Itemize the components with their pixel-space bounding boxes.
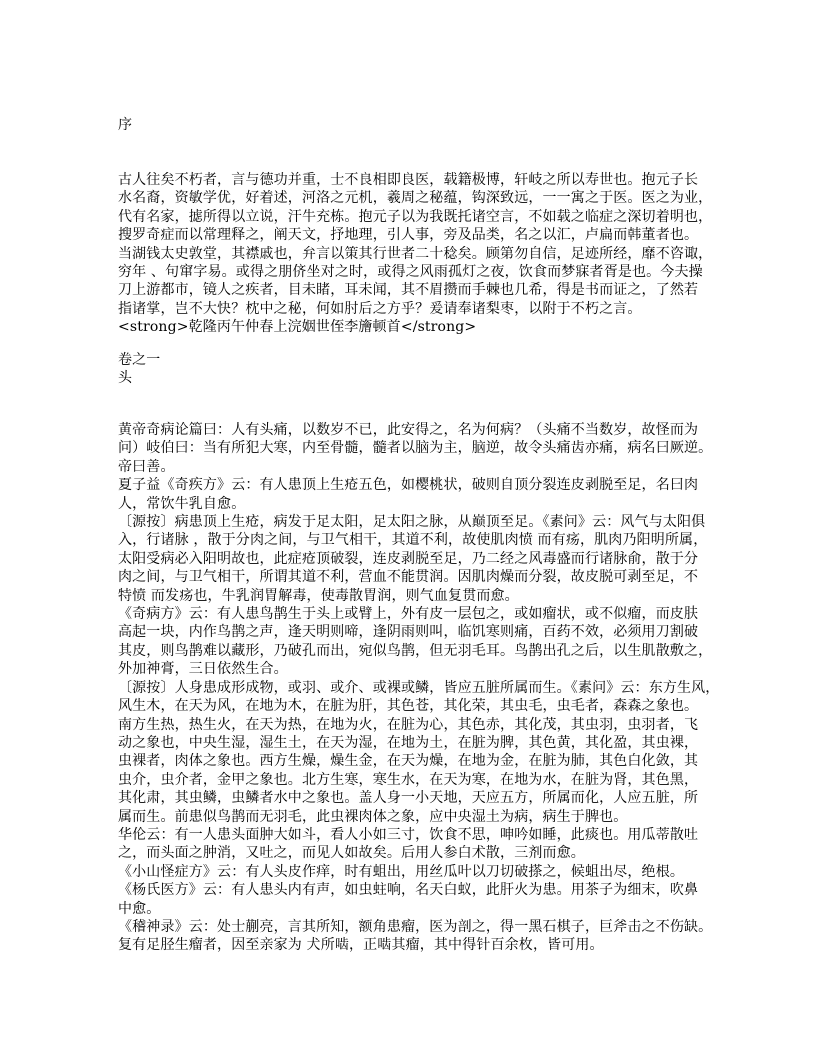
text-line: 穷年 、句窜字易。或得之朋侪坐对之时，或得之风雨孤灯之夜，饮食而梦寐者胥是也。今夫操 (118, 264, 703, 281)
text-line: 〔源按〕病患顶上生疮，病发于足太阳，足太阳之脉，从巅顶至足。《素问》云：风气与太阳俱 (118, 514, 706, 531)
text-line: 《杨氏医方》云：有人患头内有声，如虫蛀响，名天白蚁，此肝火为患。用茶子为细末，吹鼻 (118, 882, 699, 899)
text-line: 虫介，虫介者，金甲之象也。北方生寒，寒生水，在天为寒，在地为水，在脏为肾，其色黑， (118, 771, 699, 788)
text-line: 人，常饮牛乳自愈。 (118, 495, 246, 512)
text-line: 复有足胫生瘤者，因至亲家为 犬所啮，正啮其瘤，其中得针百余枚，皆可用。 (118, 937, 604, 954)
text-line: 〔源按〕人身患成形成物，或羽、或介、或裸或鳞，皆应五脏所属而生。《素问》云：东方生风， (118, 679, 720, 696)
text-line: 特愤 而发疡也，牛乳润胃解毒，使毒散胃润，则气血复贯而愈。 (118, 587, 519, 604)
text-line: 黄帝奇病论篇曰：人有头痛，以数岁不已，此安得之，名为何病？（头痛不当数岁，故怪而为 (118, 422, 699, 438)
text-line: 动之象也，中央生湿，湿生土，在天为湿，在地为土，在脏为脾，其色黄，其化盈，其虫裸， (118, 734, 699, 751)
body-text (118, 421, 719, 955)
text-line: 搜罗奇症而以常理释之，阐天文，抒地理，引人事，旁及品类，名之以汇，卢扁而韩董者也。 (118, 227, 699, 244)
text-line: 肉之间，与卫气相干，所谓其道不利，营血不能贯润。因肌肉燥而分裂，故皮脱可剥至足，不 (118, 569, 699, 586)
text-line: 入，行诸脉 ，散于分肉之间，与卫气相干，其道不利，故使肌肉愤 而有疡，肌肉乃阳明所属， (118, 532, 708, 549)
text-line: 刀上游都市，镜人之疾者，目未睹，耳未闻，其不眉攒而手棘也几希，得是书而证之，了然若 (118, 282, 699, 299)
preface-title: 序 (118, 117, 133, 133)
volume-heading (118, 351, 160, 388)
text-line: 《小山怪症方》云：有人头皮作痒，时有蛆出，用丝瓜叶以刀切破搽之，候蛆出尽，绝根。 (118, 863, 684, 880)
text-line: 华伦云：有一人患头面肿大如斗，看人小如三寸，饮食不思，呻吟如睡，此痰也。用瓜蒂散吐 (118, 826, 699, 843)
text-line: 《奇病方》云：有人患鸟鹊生于头上或臂上，外有皮一层包之，或如瘤状，或不似瘤，而皮肤 (118, 606, 699, 623)
text-line: 高起一块，内作鸟鹊之声，逢天明则啼，逢阴雨则叫，临饥寒则痛，百药不效，必须用刀割破 (118, 624, 699, 641)
text-line: 问）岐伯曰：当有所犯大寒，内至骨髓，髓者以脑为主，脑逆，故令头痛齿亦痛，病名曰厥逆。 (118, 440, 713, 457)
text-line: 水名裔，资敏学优，好着述，河洛之元机，羲周之秘蕴，钩深致远，一一寓之于医。医之为业， (118, 190, 713, 207)
volume-title: 卷之一 (118, 352, 161, 368)
text-line: 风生木，在天为风，在地为木，在脏为肝，其色苍，其化荣，其虫毛，虫毛者，森森之象也。 (118, 698, 699, 715)
text-line: 夏子益《奇疾方》云：有人患顶上生疮五色，如樱桃状，破则自顶分裂连皮剥脱至足，名曰肉 (118, 477, 699, 494)
text-line: 代有名家，摅所得以立说，汗牛充栋。抱元子以为我既托诸空言，不如载之临症之深切着明也， (118, 208, 713, 225)
text-line: 虫裸者，肉体之象也。西方生燥，燥生金，在天为燥，在地为金，在脏为肺，其色白化敛，其 (118, 753, 699, 770)
text-line: 当湖钱太史敦堂，其襟戚也，弁言以策其行世者二十稔矣。顾第勿自信，足迹所经，靡不咨诹， (118, 245, 713, 262)
text-line: 太阳受病必入阳明故也，此症疮顶破裂，连皮剥脱至足，乃二经之风毒盛而行诸脉俞，散于分 (118, 550, 699, 567)
section-title: 头 (118, 370, 133, 387)
text-line: 古人往矣不朽者，言与德功并重，士不良相即良医，载籍极博，轩岐之所以寿世也。抱元子长 (118, 172, 699, 188)
text-line: 《稽神录》云：处士蒯亮，言其所知，额角患瘤，医为剖之，得一黑石棋子，巨斧击之不伤缺。 (118, 918, 713, 935)
text-line: 其皮，则鸟鹊难以藏形，乃破孔而出，宛似鸟鹊，但无羽毛耳。鸟鹊出孔之后，以生肌散敷之， (118, 642, 713, 659)
text-line: 中愈。 (118, 900, 161, 917)
text-line: 帝曰善。 (118, 458, 175, 475)
text-line: <strong>乾隆丙午仲春上浣姻世侄李旝顿首</strong> (118, 319, 477, 336)
preface-paragraph (118, 171, 712, 337)
text-line: 指诸掌，岂不大快？枕中之秘，何如肘后之方乎？爰请奉诸梨枣，以附于不朽之言。 (118, 300, 642, 317)
text-line: 之，而头面之肿消，又吐之，而见人如故矣。后用人参白术散，三剂而愈。 (118, 845, 585, 862)
text-line: 南方生热，热生火，在天为热，在地为火，在脏为心，其色赤，其化茂，其虫羽，虫羽者，飞 (118, 716, 699, 733)
text-line: 属而生。前患似鸟鹊而无羽毛，此虫裸肉体之象，应中央湿土为病，病生于脾也。 (118, 808, 628, 825)
text-line: 其化肃，其虫鳞，虫鳞者水中之象也。盖人身一小天地，天应五方，所属而化，人应五脏，所 (118, 790, 699, 807)
text-line: 外加神膏，三日依然生合。 (118, 661, 288, 678)
